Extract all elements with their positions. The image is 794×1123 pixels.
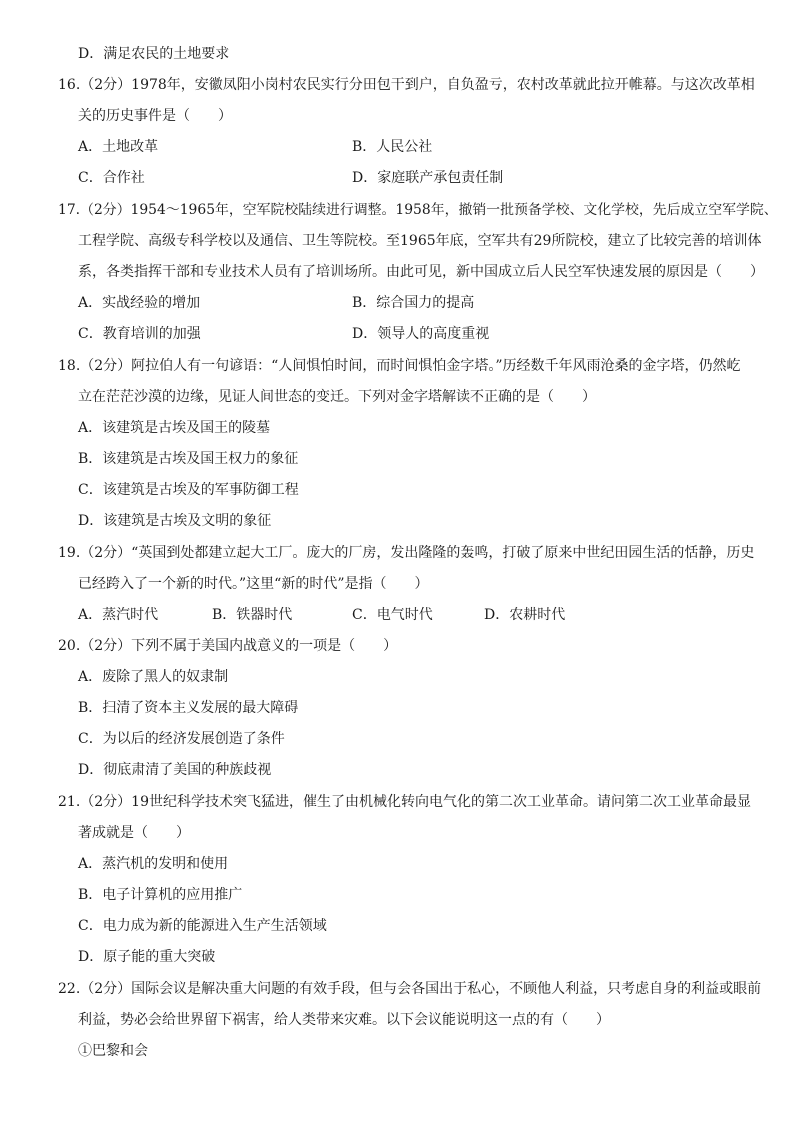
q22-item-1: ①巴黎和会 [78,1043,148,1059]
q15-option-d: D．满足农民的土地要求 [78,46,230,62]
q21-option-d: D．原子能的重大突破 [78,949,216,965]
q21-option-a: A．蒸汽机的发明和使用 [78,856,229,872]
q19-stem: 19.（2分）“英国到处都建立起大工厂。庞大的厂房，发出隆隆的轰鸣，打破了原来中世纪田园生活的恬静，历史 [58,545,755,561]
q16-stem: 16.（2分）1978年，安徽凤阳小岗村农民实行分田包干到户，自负盈亏，农村改革就此拉开帷幕。与这次改革相 [58,77,755,93]
q19-option-d: D．农耕时代 [484,607,566,623]
q17-option-d: D．领导人的高度重视 [352,326,490,342]
q19-option-a: A．蒸汽时代 [78,607,159,623]
q16-option-b: B．人民公社 [352,139,433,155]
q21-stem-cont: 著成就是（ ） [78,825,190,841]
q18-stem-cont: 立在茫茫沙漠的边缘，见证人间世态的变迁。下列对金字塔解读不正确的是（ ） [78,389,596,405]
q22-stem-cont: 利益，势必会给世界留下祸害，给人类带来灾难。以下会议能说明这一点的有（ ） [78,1012,610,1028]
q18-option-d: D．该建筑是古埃及文明的象征 [78,513,272,529]
q20-option-a: A．废除了黑人的奴隶制 [78,669,229,685]
q17-stem: 17.（2分）1954～1965年，空军院校陆续进行调整。1958年，撤销一批预备学校、文化学校，先后成立空军学院、 [58,202,778,218]
q18-option-c: C．该建筑是古埃及的军事防御工程 [78,482,299,498]
q22-stem: 22.（2分）国际会议是解决重大问题的有效手段，但与会各国出于私心，不顾他人利益，只考虑自身的利益或眼前 [58,981,762,997]
q20-option-d: D．彻底肃清了美国的种族歧视 [78,762,272,778]
q16-option-a: A．土地改革 [78,139,159,155]
q20-stem: 20.（2分）下列不属于美国内战意义的一项是（ ） [58,638,398,654]
q17-stem-cont-2: 系，各类指挥干部和专业技术人员有了培训场所。由此可见，新中国成立后人民空军快速发展的原因是（ ） [78,264,764,280]
q17-option-c: C．教育培训的加强 [78,326,201,342]
q21-option-b: B．电子计算机的应用推广 [78,887,243,903]
q18-stem: 18.（2分）阿拉伯人有一句谚语：“人间惧怕时间，而时间惧怕金字塔。”历经数千年风雨沧桑的金字塔，仍然屹 [58,358,741,374]
q19-stem-cont: 已经跨入了一个新的时代。”这里“新的时代”是指（ ） [78,576,429,592]
q19-option-c: C．电气时代 [352,607,433,623]
q18-option-a: A．该建筑是古埃及国王的陵墓 [78,420,271,436]
q20-option-c: C．为以后的经济发展创造了条件 [78,731,285,747]
q17-stem-cont-1: 工程学院、高级专科学校以及通信、卫生等院校。至1965年底，空军共有29所院校，建立了比较完善的培训体 [78,233,762,249]
q19-option-b: B．铁器时代 [212,607,293,623]
q16-stem-cont: 关的历史事件是（ ） [78,108,232,124]
q17-option-b: B．综合国力的提高 [352,295,475,311]
q20-option-b: B．扫清了资本主义发展的最大障碍 [78,700,299,716]
q16-option-d: D．家庭联产承包责任制 [352,170,504,186]
q17-option-a: A．实战经验的增加 [78,295,201,311]
q18-option-b: B．该建筑是古埃及国王权力的象征 [78,451,299,467]
q21-option-c: C．电力成为新的能源进入生产生活领域 [78,918,327,934]
q16-option-c: C．合作社 [78,170,145,186]
q21-stem: 21.（2分）19世纪科学技术突飞猛进，催生了由机械化转向电气化的第二次工业革命。请问第二次工业革命最显 [58,794,751,810]
